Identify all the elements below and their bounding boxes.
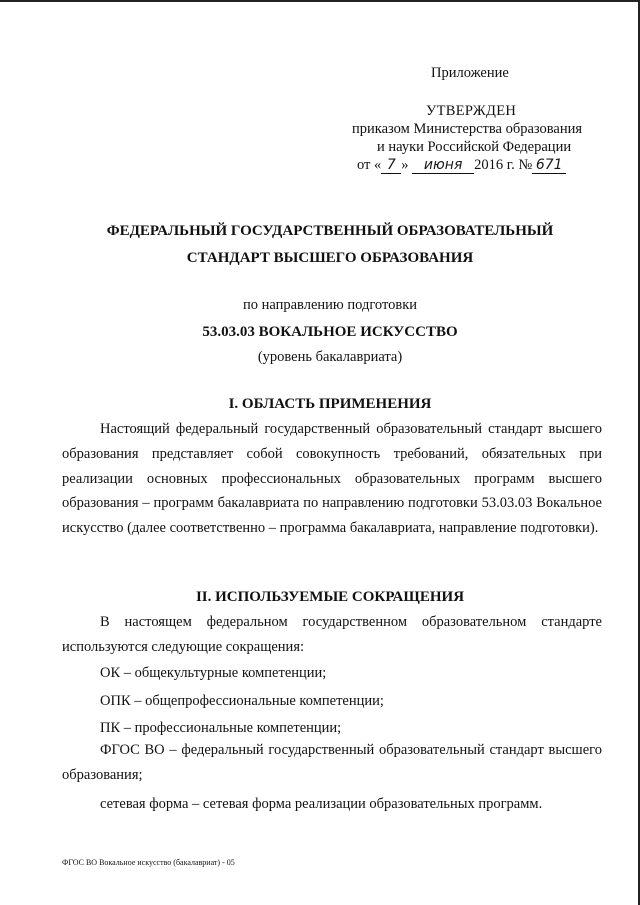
date-month: июня [412,157,474,174]
abbreviation-item: ПК – профессиональные компетенции; [100,720,342,736]
section-1-paragraph: Настоящий федеральный государственный образовательный стандарт высшего образования представляет собой совокупность требований, обязательных при реализации основных профессиональных образовательных программ высшего образования – программ бакалавриата по направлению подготовки 53.03.03 Вокальное искусство (далее соответственно – программа бакалавриата, направление подготовки). [62,421,602,537]
scan-border-top [0,0,640,2]
date-day: 7 [381,157,401,174]
abbreviation-item: ОПК – общепрофессиональные компетенции; [100,693,384,709]
direction-label: по направлению подготовки [242,297,418,313]
order-date-line [357,156,566,175]
appendix-label: Приложение [431,65,509,81]
abbreviation-item: ОК – общекультурные компетенции; [100,665,327,681]
title-line-2: СТАНДАРТ ВЫСШЕГО ОБРАЗОВАНИЯ [186,250,474,266]
date-prefix: от « [357,157,382,173]
abbreviation-item: ФГОС ВО – федеральный государственный образовательный стандарт высшего образования; [62,742,602,783]
order-line-1: приказом Министерства образования [352,121,583,137]
title-line-1: ФЕДЕРАЛЬНЫЙ ГОСУДАРСТВЕННЫЙ ОБРАЗОВАТЕЛЬНЫЙ [106,223,554,239]
order-line-2: и науки Российской Федерации [377,139,572,155]
section-1-heading: I. ОБЛАСТЬ ПРИМЕНЕНИЯ [228,396,432,412]
abbreviation-item: сетевая форма – сетевая форма реализации образовательных программ. [100,796,543,812]
order-number: 671 [532,157,566,174]
page-footer: ФГОС ВО Вокальное искусство (бакалавриат) - 05 [62,858,235,867]
education-level: (уровень бакалавриата) [257,349,403,365]
approved-label: УТВЕРЖДЕН [426,103,517,119]
section-2-intro: В настоящем федеральном государственном образовательном стандарте используются следующие сокращения: [62,614,602,655]
date-mid: » [401,157,409,173]
document-title [60,218,600,272]
direction-code: 53.03.03 ВОКАЛЬНОЕ ИСКУССТВО [202,324,458,340]
section-2-heading: II. ИСПОЛЬЗУЕМЫЕ СОКРАЩЕНИЯ [195,589,465,605]
date-year: 2016 г. № [474,157,533,173]
